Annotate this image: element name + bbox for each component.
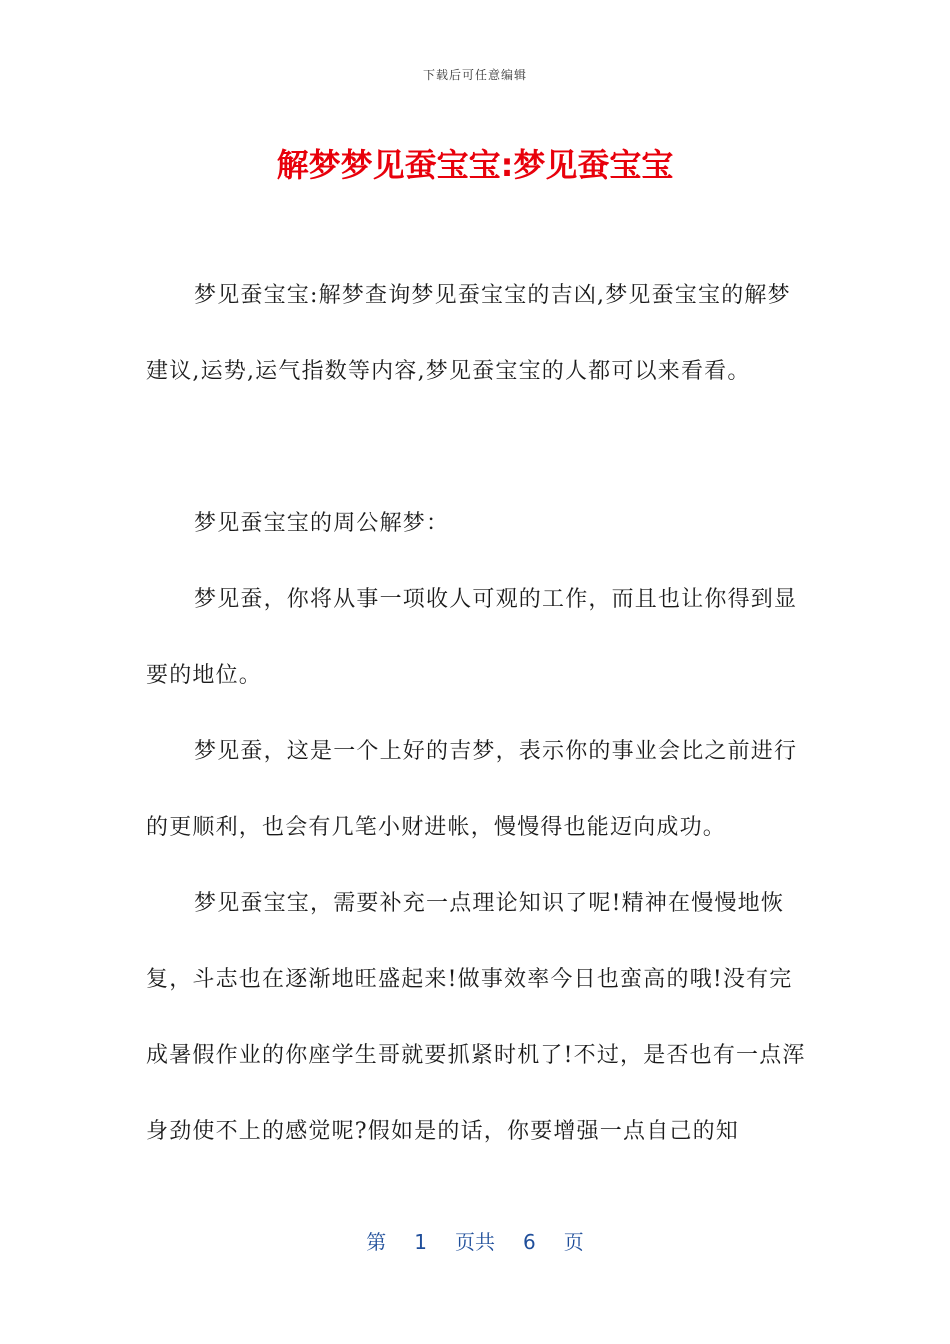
paragraph-intro: 梦见蚕宝宝:解梦查询梦见蚕宝宝的吉凶,梦见蚕宝宝的解梦建议,运势,运气指数等内容,梦见蚕宝宝的人都可以来看看。 bbox=[146, 283, 791, 384]
document-title: 解梦梦见蚕宝宝:梦见蚕宝宝 bbox=[276, 146, 674, 184]
page-footer bbox=[0, 1226, 950, 1255]
paragraph-dream-3: 梦见蚕宝宝，需要补充一点理论知识了呢!精神在慢慢地恢复，斗志也在逐渐地旺盛起来!做事效率今日也蛮高的哦!没有完成暑假作业的你座学生哥就要抓紧时机了!不过，是否也有一点浑身劲使不上的感觉呢?假如是的话，你要增强一点自己的知 bbox=[146, 891, 806, 1144]
paragraph-dream-2: 梦见蚕，这是一个上好的吉梦，表示你的事业会比之前进行的更顺利，也会有几笔小财进帐，慢慢得也能迈向成功。 bbox=[146, 739, 798, 840]
document-body bbox=[146, 258, 806, 1170]
paragraph-dream-1: 梦见蚕，你将从事一项收人可观的工作，而且也让你得到显要的地位。 bbox=[146, 587, 798, 688]
page-label-middle: 页共 bbox=[455, 1230, 495, 1254]
paragraph-heading: 梦见蚕宝宝的周公解梦： bbox=[194, 511, 450, 536]
paragraph-gap bbox=[146, 410, 806, 486]
total-pages-number: 6 bbox=[523, 1230, 536, 1254]
current-page-number: 1 bbox=[414, 1230, 427, 1254]
page-label-suffix: 页 bbox=[563, 1230, 584, 1254]
page-label-prefix: 第 bbox=[366, 1230, 387, 1254]
header-note: 下载后可任意编辑 bbox=[422, 68, 527, 82]
